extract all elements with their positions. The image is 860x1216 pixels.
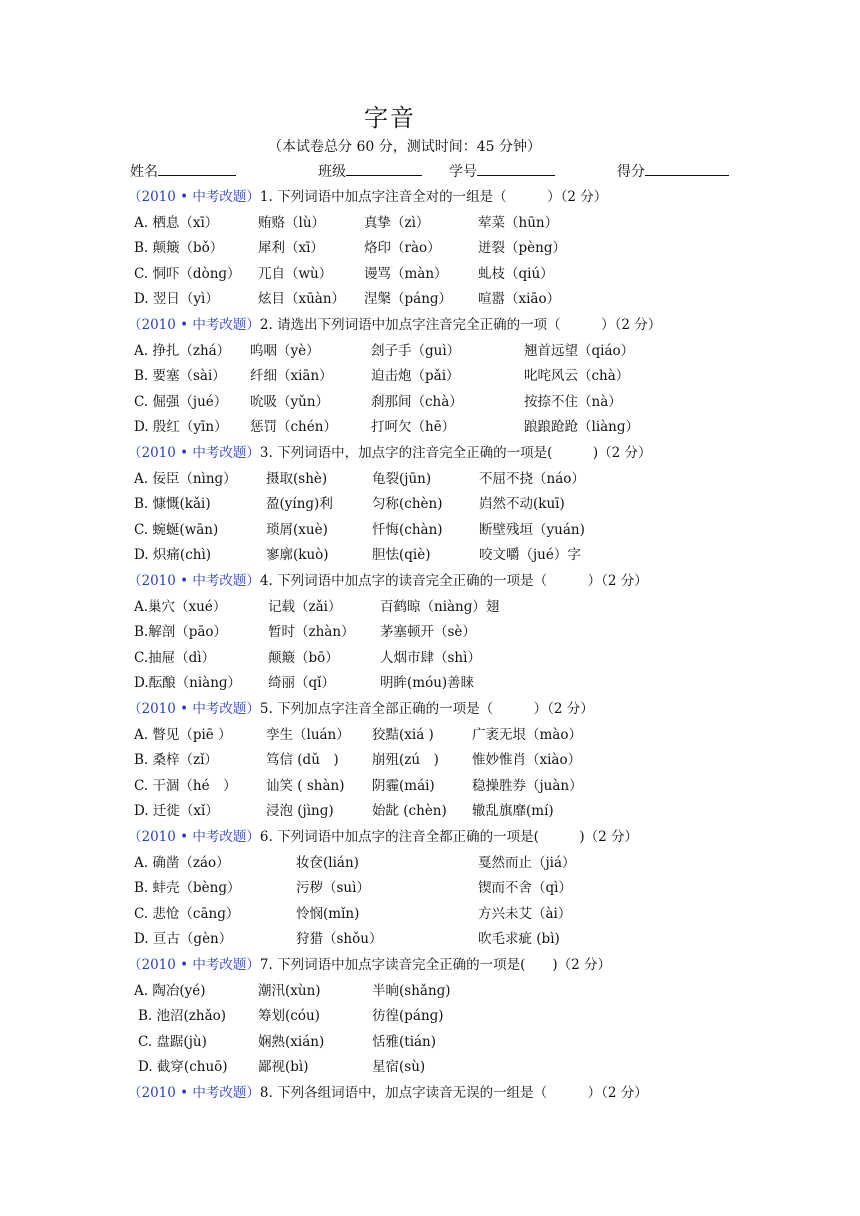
option-term: 摄取(shè) bbox=[266, 470, 328, 487]
option-term: 怜悯(mǐn) bbox=[296, 905, 360, 922]
option-term: 翘首远望（qiáo） bbox=[524, 342, 635, 359]
option-term: 狩猎（shǒu） bbox=[296, 931, 383, 948]
option-term: 叱咤风云（chà） bbox=[524, 368, 630, 385]
class-field bbox=[318, 161, 422, 181]
option-term: 潮汛(xùn) bbox=[258, 982, 321, 999]
option-term: 犀利（xī） bbox=[258, 240, 324, 257]
option-term: 胆怯(qiè) bbox=[372, 547, 431, 564]
option-label: D. 截穿(chuō) bbox=[138, 1059, 228, 1076]
option-label: A. 陶冶(yé) bbox=[134, 982, 206, 999]
question-text: 4. 下列词语中加点字的读音完全正确的一项是（ ）（2 分） bbox=[259, 573, 648, 589]
option-term: 吮吸（yǔn） bbox=[250, 393, 330, 410]
option-label: D. 炽痛(chì) bbox=[134, 547, 212, 564]
option-label: D. 殷红（yīn） bbox=[134, 419, 228, 436]
option-term: 涅槃（pánɡ） bbox=[364, 291, 453, 308]
option-term: 荤菜（hūn） bbox=[478, 214, 559, 231]
question-stem bbox=[128, 825, 638, 847]
option-term: 百鹤晾（niànɡ）翅 bbox=[380, 598, 500, 615]
option-term: 暂时（zhàn） bbox=[268, 624, 355, 641]
option-label: C. 盘踞(jù) bbox=[138, 1033, 207, 1050]
option-term: 呜咽（yè） bbox=[250, 342, 320, 359]
option-label: A.巢穴（xué） bbox=[134, 598, 227, 615]
option-label: A. 栖息（xī） bbox=[134, 214, 219, 231]
page-subtitle: （本试卷总分 60 分，测试时间：45 分钟） bbox=[268, 139, 541, 155]
score-blank bbox=[645, 161, 729, 176]
option-term: 妆奁(lián) bbox=[296, 854, 359, 871]
option-term: 匀称(chèn) bbox=[372, 496, 443, 513]
option-label: D.酝酿（niànɡ） bbox=[134, 675, 242, 692]
question-source: （2010 • 中考改题） bbox=[128, 829, 260, 845]
option-term: 惟妙惟肖（xiào） bbox=[472, 752, 582, 769]
question-text: 8. 下列各组词语中，加点字读音无误的一组是（ ）（2 分） bbox=[259, 1085, 648, 1101]
option-term: 刽子手（guì） bbox=[371, 342, 461, 359]
question-source: （2010 • 中考改题） bbox=[128, 445, 260, 461]
option-term: 盈(yínɡ)利 bbox=[266, 496, 333, 513]
option-term: 炫目（xūàn） bbox=[258, 291, 346, 308]
option-term: 记载（zǎi） bbox=[268, 598, 342, 615]
option-term: 讪笑 ( shàn) bbox=[266, 777, 345, 794]
option-term: 刹那间（chà） bbox=[371, 393, 463, 410]
option-label: B. 池沼(zhǎo) bbox=[138, 1008, 227, 1025]
option-term: 方兴未艾（ài） bbox=[478, 905, 572, 922]
score-field bbox=[617, 161, 729, 181]
question-source: （2010 • 中考改题） bbox=[128, 1085, 260, 1101]
question-source: （2010 • 中考改题） bbox=[128, 701, 260, 717]
option-label: C. 倔强（jué） bbox=[134, 393, 228, 410]
option-label: C. 干涸（hé ） bbox=[134, 777, 237, 794]
option-term: 贿赂（lù） bbox=[258, 214, 326, 231]
option-term: 踉踉跄跄（liànɡ） bbox=[524, 419, 640, 436]
option-term: 星宿(sù) bbox=[372, 1059, 426, 1076]
option-term: 孪生（luán） bbox=[266, 726, 350, 743]
option-label: A. 瞥见（piē ） bbox=[134, 726, 232, 743]
option-term: 断壁残垣（yuán) bbox=[479, 521, 585, 538]
option-term: 明眸(móu)善睐 bbox=[380, 675, 475, 692]
option-term: 烙印（rào） bbox=[364, 240, 441, 257]
option-label: D. 亘古（gèn） bbox=[134, 931, 233, 948]
option-label: A. 挣扎（zhá） bbox=[134, 342, 231, 359]
option-label: B. 蚌壳（bènɡ） bbox=[134, 880, 241, 897]
option-term: 忏悔(chàn) bbox=[372, 521, 443, 538]
option-label: C.抽屉（dì） bbox=[134, 649, 216, 666]
option-term: 稳操胜券（juàn） bbox=[472, 777, 583, 794]
option-term: 人烟市肆（shì） bbox=[380, 649, 481, 666]
option-term: 浸泡 (jìnɡ) bbox=[266, 803, 334, 820]
option-term: 琐屑(xuè) bbox=[266, 521, 328, 538]
option-term: 锲而不舍（qì） bbox=[478, 880, 572, 897]
question-stem bbox=[128, 185, 607, 207]
option-term: 彷徨(pánɡ) bbox=[372, 1008, 444, 1025]
option-term: 戛然而止（jiá） bbox=[478, 854, 576, 871]
option-term: 半晌(shǎnɡ) bbox=[372, 982, 451, 999]
option-term: 咬文嚼（jué）字 bbox=[479, 547, 581, 564]
option-term: 真挚（zì） bbox=[364, 214, 430, 231]
question-stem bbox=[128, 1081, 648, 1103]
class-label: 班级 bbox=[318, 164, 346, 180]
question-stem bbox=[128, 569, 648, 591]
option-label: B. 慷慨(kǎi) bbox=[134, 496, 211, 513]
name-label: 姓名 bbox=[130, 164, 158, 180]
option-term: 始龀 (chèn) bbox=[372, 803, 447, 820]
question-text: 7. 下列词语中加点字读音完全正确的一项是( )（2 分） bbox=[259, 957, 611, 973]
option-term: 鄙视(bì) bbox=[258, 1059, 309, 1076]
id-label: 学号 bbox=[449, 164, 477, 180]
name-blank bbox=[158, 161, 236, 176]
option-label: B. 颠簸（bǒ） bbox=[134, 240, 224, 257]
id-field bbox=[449, 161, 555, 181]
option-label: C. 蜿蜒(wān) bbox=[134, 521, 219, 538]
question-text: 2. 请选出下列词语中加点字注音完全正确的一项（ ）（2 分） bbox=[259, 317, 662, 333]
option-term: 喧嚣（xiāo） bbox=[478, 291, 561, 308]
option-term: 虬枝（qiú） bbox=[478, 265, 554, 282]
question-source: （2010 • 中考改题） bbox=[128, 317, 260, 333]
option-term: 茅塞顿开（sè） bbox=[380, 624, 476, 641]
name-field bbox=[130, 161, 236, 181]
option-term: 筹划(cóu) bbox=[258, 1008, 320, 1025]
question-stem bbox=[128, 313, 661, 335]
option-label: C. 悲怆（cānɡ） bbox=[134, 905, 240, 922]
option-term: 谩骂（màn） bbox=[364, 265, 448, 282]
option-term: 崩殂(zú ) bbox=[372, 752, 439, 769]
class-blank bbox=[346, 161, 422, 176]
option-label: D. 翌日（yì） bbox=[134, 291, 219, 308]
option-term: 寥廓(kuò) bbox=[266, 547, 329, 564]
option-label: C. 恫吓（dònɡ） bbox=[134, 265, 241, 282]
option-term: 不屈不挠（náo） bbox=[479, 470, 585, 487]
option-term: 按捺不住（nà） bbox=[524, 393, 622, 410]
option-label: B.解剖（pāo） bbox=[134, 624, 228, 641]
question-stem bbox=[128, 441, 652, 463]
id-blank bbox=[477, 161, 555, 176]
option-term: 吹毛求疵 (bì) bbox=[478, 931, 560, 948]
option-label: A. 确凿（záo） bbox=[134, 854, 230, 871]
option-term: 广袤无垠（mào） bbox=[472, 726, 582, 743]
question-stem bbox=[128, 953, 611, 975]
question-text: 6. 下列词语中加点字的注音全都正确的一项是( )（2 分） bbox=[259, 829, 638, 845]
option-term: 笃信 (dǔ ) bbox=[266, 752, 339, 769]
option-term: 迸裂（pèng） bbox=[478, 240, 566, 257]
option-term: 颠簸（bō） bbox=[268, 649, 339, 666]
option-term: 污秽（suì） bbox=[296, 880, 370, 897]
question-source: （2010 • 中考改题） bbox=[128, 957, 260, 973]
option-term: 打呵欠（hē） bbox=[371, 419, 456, 436]
question-source: （2010 • 中考改题） bbox=[128, 189, 260, 205]
option-term: 龟裂(jūn) bbox=[372, 470, 432, 487]
question-text: 5. 下列加点字注音全部正确的一项是（ ）（2 分） bbox=[259, 701, 594, 717]
option-term: 纤细（xiān） bbox=[250, 368, 333, 385]
option-label: A. 佞臣（nìnɡ） bbox=[134, 470, 237, 487]
option-term: 阴霾(mái) bbox=[372, 777, 435, 794]
question-stem bbox=[128, 697, 594, 719]
question-text: 3. 下列词语中，加点字的注音完全正确的一项是( )（2 分） bbox=[259, 445, 652, 461]
option-label: B. 桑梓（zǐ） bbox=[134, 752, 218, 769]
option-term: 娴熟(xián) bbox=[258, 1033, 325, 1050]
page-title: 字音 bbox=[364, 104, 416, 132]
question-text: 1. 下列词语中加点字注音全对的一组是（ ）（2 分） bbox=[259, 189, 608, 205]
score-label: 得分 bbox=[617, 164, 645, 180]
option-term: 辙乱旗靡(mí) bbox=[472, 803, 554, 820]
option-term: 迫击炮（pǎi） bbox=[371, 368, 460, 385]
option-term: 岿然不动(kuī) bbox=[479, 496, 565, 513]
option-term: 恬雅(tián) bbox=[372, 1033, 437, 1050]
option-term: 惩罚（chén） bbox=[250, 419, 337, 436]
question-source: （2010 • 中考改题） bbox=[128, 573, 260, 589]
option-term: 兀自（wù） bbox=[258, 265, 333, 282]
option-term: 狡黠(xiá ) bbox=[372, 726, 434, 743]
option-label: D. 迁徙（xǐ） bbox=[134, 803, 219, 820]
option-label: B. 要塞（sài） bbox=[134, 368, 226, 385]
option-term: 绮丽（qǐ） bbox=[268, 675, 335, 692]
